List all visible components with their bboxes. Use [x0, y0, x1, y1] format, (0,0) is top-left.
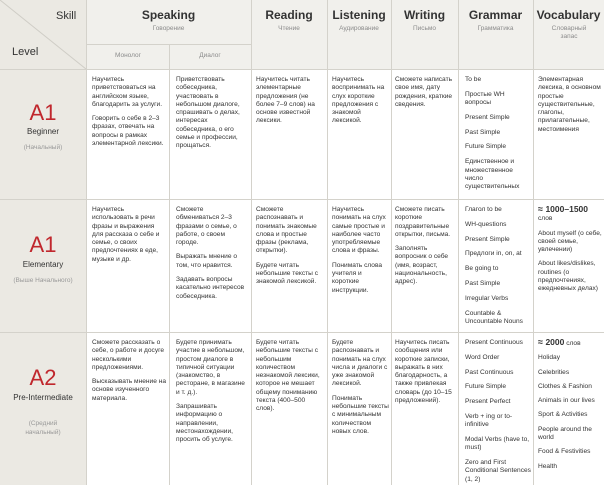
row-divider: [0, 69, 604, 70]
cell-listening: [332, 339, 389, 436]
column-divider: [86, 0, 87, 485]
cell-dialogue: [176, 76, 250, 151]
column-divider: [327, 0, 328, 485]
cell-vocabulary: [538, 337, 602, 471]
cell-writing: [395, 76, 456, 109]
vocabulary-item: Health: [538, 462, 558, 470]
cell-text: Понимать слова учителя и короткие инструкции.: [332, 261, 383, 294]
cell-text: Будете читать небольшие тексты с знакомой лексикой.: [256, 261, 319, 286]
grammar-item: Future Simple: [465, 383, 507, 391]
column-sub-monologue: Монолог: [114, 52, 142, 59]
vocabulary-item: Sport & Activities: [538, 411, 588, 419]
column-title-speaking: Speaking: [141, 8, 196, 22]
cell-text: Задавать вопросы касательно интересов собеседника.: [176, 276, 245, 300]
cell-reading: [256, 339, 324, 414]
grammar-item: Modal Verbs (have to, must): [465, 436, 530, 452]
cell-text: Говорить о себе в 2–3 фразах, отвечать на вопросы в рамках элементарной лексики.: [92, 115, 164, 148]
grammar-item: Единственное и множественное число существительных: [465, 158, 520, 191]
vocabulary-item: Celebrities: [538, 368, 570, 376]
column-divider: [391, 0, 392, 485]
grammar-item: Irregular Verbs: [465, 294, 509, 302]
cell-monologue: [92, 339, 167, 403]
vocabulary-count: 2000: [545, 337, 565, 347]
grammar-item: Countable & Uncountable Nouns: [465, 309, 523, 325]
level-code: A1: [29, 100, 57, 125]
cell-text: Приветствовать собеседника, участвовать в небольшом диалоге, спрашивать о делах, интересах собеседника, о его семье и профессии, прощаться.: [176, 76, 240, 150]
cell-text: Высказывать мнение на основе изученного материала.: [92, 378, 167, 402]
level-name: Beginner: [26, 127, 60, 136]
cell-writing: [395, 206, 456, 287]
grammar-item: Present Continuous: [465, 339, 523, 346]
cell-vocabulary: [538, 76, 602, 134]
level-label: Level: [12, 46, 39, 58]
column-sub-writing: Письмо: [412, 25, 437, 32]
vocabulary-head: ≈ 1000–1500 слов: [538, 204, 588, 223]
vocabulary-item: About likes/dislikes, routines (о предпочтениях, ежедневных делах): [538, 260, 598, 293]
cell-writing: [395, 339, 456, 405]
skill-label: Skill: [56, 10, 77, 22]
grammar-item: Word Order: [465, 353, 500, 361]
column-sub-grammar: Грамматика: [477, 25, 514, 32]
vocabulary-item: Animals in our lives: [538, 397, 595, 405]
cell-grammar: [465, 206, 531, 326]
level-subtitle: (Выше Начального): [13, 277, 73, 284]
cell-grammar: [465, 76, 531, 191]
column-divider: [251, 0, 252, 485]
vocabulary-item: Clothes & Fashion: [538, 382, 592, 390]
vocabulary-count-unit: слов: [538, 215, 553, 223]
level-subtitle: (Средний начальный): [25, 420, 61, 436]
cell-monologue: [92, 206, 167, 264]
cell-monologue: [92, 76, 167, 148]
grammar-item: To be: [465, 76, 482, 83]
grammar-item: Past Continuous: [465, 368, 514, 376]
vocabulary-count-unit: слов: [566, 340, 581, 347]
cell-text: Будете принимать участие в небольшом, простом диалоге в типичной ситуации (знакомство, в ресторане, в магазине и т. д.).: [176, 339, 245, 396]
grammar-item: Предлоги in, on, at: [465, 250, 522, 258]
vocabulary-item: Holiday: [538, 354, 560, 362]
level-code: A1: [29, 232, 57, 257]
cell-text: Научитесь использовать в речи фразы и выражения для рассказа о себе и семье, о своих предпочтениях в еде, музыке и др.: [92, 206, 160, 263]
cell-text: Научитесь писать сообщения или короткие записки, выражать в них благодарность, а также привлекая словарь (до 10–15 предложений).: [395, 339, 452, 405]
grammar-item: Present Perfect: [465, 398, 511, 406]
column-sub-speaking: Говорение: [152, 25, 185, 32]
grammar-item: Zero and First Conditional Sentences (1, 2): [465, 459, 531, 483]
cell-text: Запрашивать информацию о направлении, местонахождении, просить об услуге.: [176, 403, 233, 444]
grammar-item: Future Simple: [465, 143, 507, 151]
vocabulary-item: Элементарная лексика, в основном простые существительные, глаголы, прилагательные, местоимения: [538, 76, 601, 133]
cell-text: Заполнять вопросник о себе (имя, возраст, национальность, адрес).: [395, 245, 449, 286]
column-title-listening: Listening: [332, 8, 386, 22]
cell-listening: [332, 76, 389, 126]
column-title-writing: Writing: [403, 8, 446, 22]
cell-text: Научитесь воспринимать на слух короткие предложения с знакомой лексикой.: [332, 76, 385, 125]
cell-grammar: [465, 339, 531, 484]
cell-vocabulary: [538, 204, 602, 294]
cell-text: Выражать мнение о том, что нравится.: [176, 253, 238, 269]
grammar-item: Простые WH вопросы: [465, 90, 505, 107]
cell-reading: [256, 76, 324, 126]
level-subtitle: (Начальный): [23, 144, 63, 151]
level-code: A2: [29, 365, 57, 390]
vocabulary-item: People around the world: [538, 425, 592, 442]
cell-text: Будете читать небольшие тексты с небольшим количеством незнакомой лексики, которое не мешает общему пониманию текста (400–500 слов).: [256, 339, 320, 413]
grammar-item: Be going to: [465, 265, 499, 273]
cell-text: Сможете рассказать о себе, о работе и досуге несколькими предложениями.: [92, 339, 165, 371]
cell-text: Научитесь приветствоваться на английском языке, благодарить за услуги.: [92, 76, 163, 108]
vocabulary-item: Food & Festivities: [538, 448, 591, 456]
column-title-grammar: Grammar: [468, 8, 523, 22]
cell-text: Понимать небольшие тексты с минимальным количеством новых слов.: [332, 394, 389, 435]
grammar-item: Past Simple: [465, 128, 501, 136]
cell-dialogue: [176, 206, 248, 301]
cell-text: Сможете писать короткие поздравительные открытки, письма.: [395, 206, 451, 238]
level-name: Elementary: [22, 260, 64, 269]
cell-text: Будете распознавать и понимать на слух числа и диалоги с уже знакомой лексикой.: [332, 339, 388, 388]
cell-reading: [256, 206, 324, 287]
grammar-item: Present Simple: [465, 113, 510, 121]
grammar-item: WH-questions: [465, 220, 507, 228]
cell-text: Научитесь понимать на слух самые простые и наиболее часто употребляемые слова и фразы.: [332, 206, 386, 255]
cell-listening: [332, 206, 389, 295]
grammar-item: Verb + ing or to-infinitive: [465, 412, 513, 429]
level-name: Pre-Intermediate: [13, 393, 73, 402]
grammar-item: Глагол to be: [465, 206, 502, 213]
column-sub-dialogue: Диалог: [199, 52, 221, 59]
column-divider: [169, 44, 170, 485]
cell-text: Сможете распознавать и понимать знакомые слова и простые фразы (реклама, открытки).: [256, 206, 317, 255]
cell-text: Сможете обмениваться 2–3 фразами о семье, о работе, о своем городе.: [176, 206, 237, 247]
column-sub-listening: Аудирование: [339, 25, 379, 32]
row-divider: [0, 199, 604, 200]
column-title-vocabulary: Vocabulary: [536, 8, 601, 22]
column-divider: [458, 0, 459, 485]
column-sub-vocabulary: Словарный запас: [551, 25, 587, 40]
cell-text: Сможете написать свое имя, дату рождения, краткие сведения.: [395, 76, 453, 108]
column-divider: [533, 0, 534, 485]
vocabulary-item: About myself (о себе, своей семье, увлечении): [538, 229, 602, 254]
row-divider: [0, 332, 604, 333]
vocabulary-count: 1000–1500: [545, 204, 588, 214]
grammar-item: Present Simple: [465, 235, 510, 243]
vocabulary-head: ≈ 2000 слов: [538, 337, 581, 347]
column-title-reading: Reading: [265, 8, 313, 22]
cell-text: Научитесь читать элементарные предложения (не более 7–9 слов) на основе известной лексики.: [256, 76, 315, 125]
grammar-item: Past Simple: [465, 279, 501, 287]
column-sub-reading: Чтение: [278, 25, 300, 32]
cell-dialogue: [176, 339, 248, 445]
level-cell-a2-pre-intermediate: [0, 332, 86, 485]
